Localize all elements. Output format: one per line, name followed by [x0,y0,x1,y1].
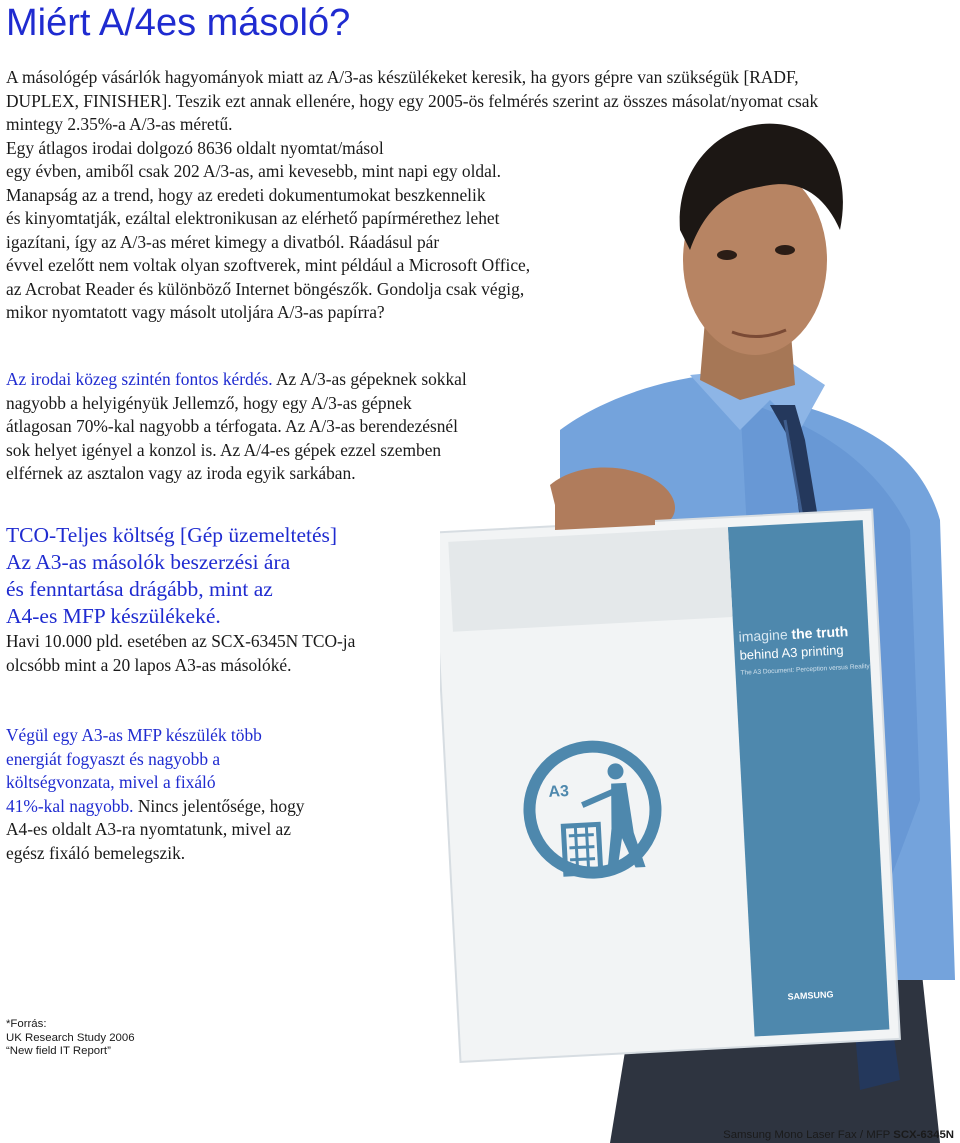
intro-line: egy évben, amiből csak 202 A/3-as, ami kevesebb, mint napi egy oldal. [6,161,502,181]
intro-line: és kinyomtatják, ezáltal elektronikusan az elérhető papírmérethez lehet [6,208,500,228]
intro-line: évvel ezelőtt nem voltak olyan szoftverek, mint például a Microsoft Office, [6,255,531,275]
intro-line: Manapság az a trend, hogy az eredeti dokumentumokat beszkennelik [6,184,486,205]
poster [440,510,900,1062]
source-line: *Forrás: [6,1018,47,1030]
page-title: Miért A/4es másoló? [6,2,351,44]
source-note [6,1018,135,1059]
footer-text: Samsung Mono Laser Fax / MFP [723,1129,894,1141]
intro-line: mikor nyomtatott vagy másolt utoljára A/3-as papírra? [6,302,385,322]
office-heading: Az irodai közeg szintén fontos kérdés. [6,369,273,389]
poster-headline-light: imagine [738,626,792,645]
energy-heading: Végül egy A3-as MFP készülék több [6,725,262,745]
office-paragraph [6,368,467,486]
energy-heading: 41%-kal nagyobb. [6,795,134,816]
intro-line: DUPLEX, FINISHER]. Teszik ezt annak ellenére, hogy egy 2005-ös felmérés szerint az összes másolat/nyomat csak [6,90,819,111]
energy-heading: energiát fogyaszt és nagyobb a [6,748,221,769]
tco-heading: és fenntartása drágább, mint az [6,577,273,601]
energy-heading: költségvonzata, mivel a fixáló [6,772,216,792]
intro-line: A másológép vásárlók hagyományok miatt az A/3-as készülékeket keresik, ha gyors gépre van szükségük [RADF, [6,67,799,87]
samsung-logo: SAMSUNG [787,989,834,1002]
tco-heading: Az A3-as másolók beszerzési ára [6,550,291,574]
tco-line: olcsóbb mint a 20 lapos A3-as másolóké. [6,654,292,675]
poster-headline-bold: the truth [791,623,849,642]
intro-paragraph [6,66,818,325]
office-line: elférnek az asztalon vagy az iroda egyik sarkában. [6,463,356,483]
tco-heading: A4-es MFP készülékeké. [6,604,221,628]
source-line: “New field IT Report” [6,1045,111,1057]
intro-line: mintegy 2.35%-a A/3-as méretű. [6,114,233,134]
poster-tagline: The A3 Document: Perception versus Reality [740,662,870,677]
footer-caption [723,1129,954,1141]
tco-line: Havi 10.000 pld. esetében az SCX-6345N TCO-ja [6,631,356,651]
tco-section [6,522,355,677]
poster-headline2: behind A3 printing [739,642,844,663]
intro-line: Egy átlagos irodai dolgozó 8636 oldalt nyomtat/másol [6,137,384,158]
energy-line: A4-es oldalt A3-ra nyomtatunk, mivel az [6,819,291,839]
energy-line: Nincs jelentősége, hogy [133,795,305,816]
sign-label: A3 [548,782,570,801]
source-line: UK Research Study 2006 [6,1031,135,1044]
office-line: átlagosan 70%-kal nagyobb a térfogata. Az A/3-as berendezésnél [6,416,458,436]
tco-heading: TCO-Teljes költség [Gép üzemeltetés] [6,523,338,547]
intro-line: az Acrobat Reader és különböző Internet böngészők. Gondolja csak végig, [6,278,525,299]
office-line: Az A/3-as gépeknek sokkal [272,369,467,389]
energy-paragraph [6,724,304,865]
intro-line: igazítani, így az A/3-as méret kimegy a divatból. Ráadásul pár [6,231,440,252]
energy-line: egész fixáló bemelegszik. [6,842,186,863]
office-line: sok helyet igényel a konzol is. Az A/4-es gépek ezzel szemben [6,439,442,460]
footer-model: SCX-6345N [893,1129,954,1141]
office-line: nagyobb a helyigényük Jellemző, hogy egy A/3-as gépnek [6,392,412,413]
